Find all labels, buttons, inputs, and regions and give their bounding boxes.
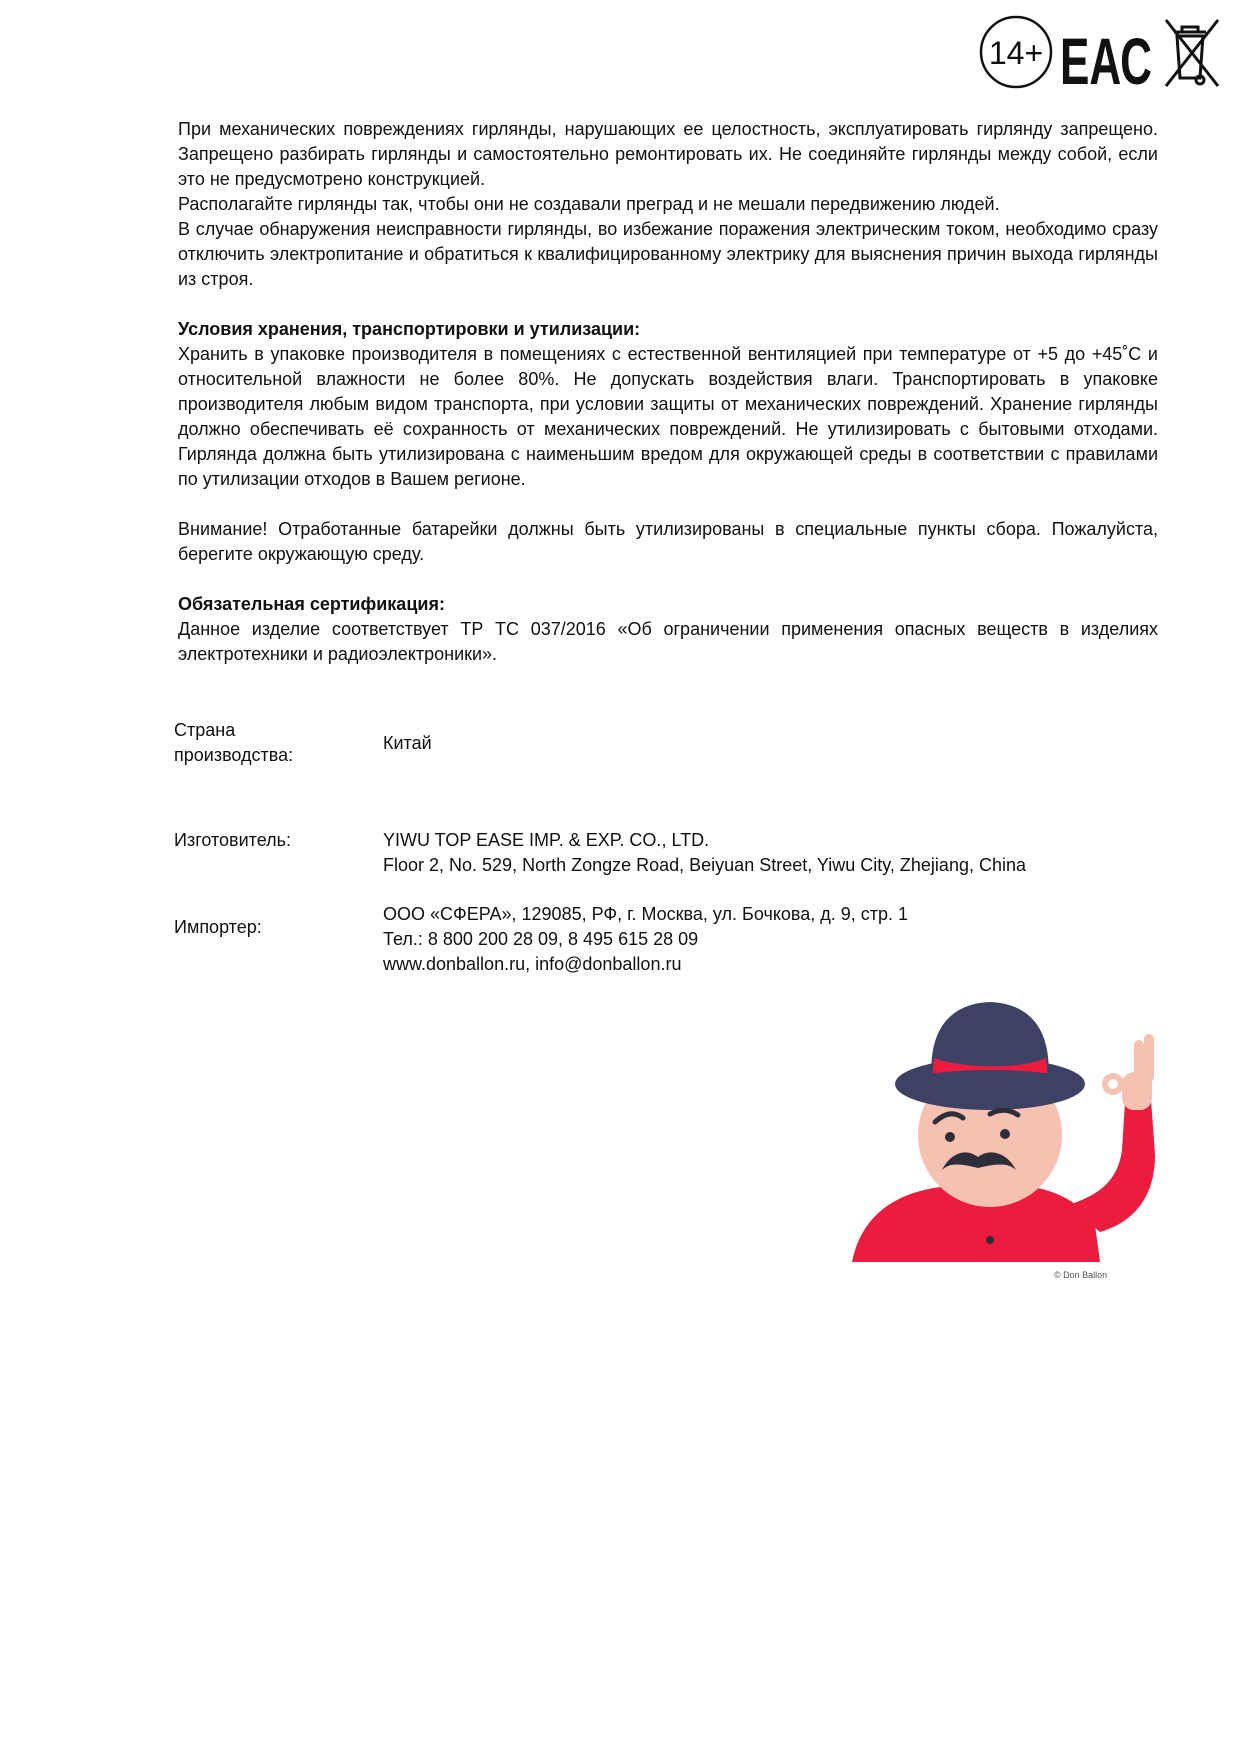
eac-mark-icon: ЕАС [1060, 24, 1152, 92]
mascot-illustration [850, 1000, 1170, 1290]
manufacturer-label: Изготовитель: [174, 830, 291, 850]
manufacturer-address: Floor 2, No. 529, North Zongze Road, Beiyuan Street, Yiwu City, Zhejiang, China [383, 855, 1026, 875]
manufacturer-info [383, 828, 1203, 878]
manufacturer-name: YIWU TOP EASE IMP. & EXP. CO., LTD. [383, 830, 710, 850]
weee-bin-icon [1166, 20, 1218, 86]
mascot-hand-ok-icon [1102, 1034, 1154, 1110]
certification-marks [978, 12, 1228, 92]
importer-label: Импортер: [174, 917, 262, 937]
placement-paragraph: Располагайте гирлянды так, чтобы они не создавали преград и не мешали передвижению людей. [178, 194, 1000, 214]
damage-paragraph: При механических повреждениях гирлянды, нарушающих ее целостность, эксплуатировать гирлянду запрещено. Запрещено разбирать гирлянды и самостоятельно ремонтировать их. Не соединяйте гирлянды между собой, если это не предусмотрено конструкцией. [178, 119, 1158, 189]
importer-phones: Тел.: 8 800 200 28 09, 8 495 615 28 09 [383, 929, 699, 949]
importer-info [383, 902, 1203, 977]
malfunction-paragraph: В случае обнаружения неисправности гирлянды, во избежание поражения электрическим током, необходимо сразу отключить электропитание и обратиться к квалифицированному электрику для выяснения причин выхода гирлянды из строя. [178, 219, 1158, 289]
age-rating-text: 14+ [988, 35, 1044, 71]
country-label: Страна производства: [174, 720, 294, 765]
importer-address: ООО «СФЕРА», 129085, РФ, г. Москва, ул. Бочкова, д. 9, стр. 1 [383, 904, 909, 924]
country-value: Китай [383, 733, 432, 753]
importer-web: www.donballon.ru, info@donballon.ru [383, 954, 682, 974]
attention-text: Внимание! Отработанные батарейки должны быть утилизированы в специальные пункты сбора. Пожалуйста, берегите окружающую среду. [178, 519, 1158, 564]
storage-text: Хранить в упаковке производителя в помещениях с естественной вентиляцией при температуре от +5 до +45˚С и относительной влажности не более 80%. Не допускать воздействия влаги. Транспортировать в упаковке производителя любым видом транспорта, при условии защиты от механических повреждений. Хранение гирлянды должно обеспечивать её сохранность от механических повреждений. Не утилизировать с бытовыми отходами. Гирлянда должна быть утилизирована с наименьшим вредом для окружающей среды в соответствии с правилами по утилизации отходов в Вашем регионе. [178, 344, 1158, 489]
mascot-copyright: © Don Ballon [1054, 1270, 1108, 1280]
certification-title: Обязательная сертификация: [178, 594, 445, 614]
instructions-body [178, 117, 1158, 667]
certification-text: Данное изделие соответствует ТР ТС 037/2016 «Об ограничении применения опасных веществ в изделиях электротехники и радиоэлектроники». [178, 619, 1158, 664]
storage-title: Условия хранения, транспортировки и утилизации: [178, 319, 641, 339]
